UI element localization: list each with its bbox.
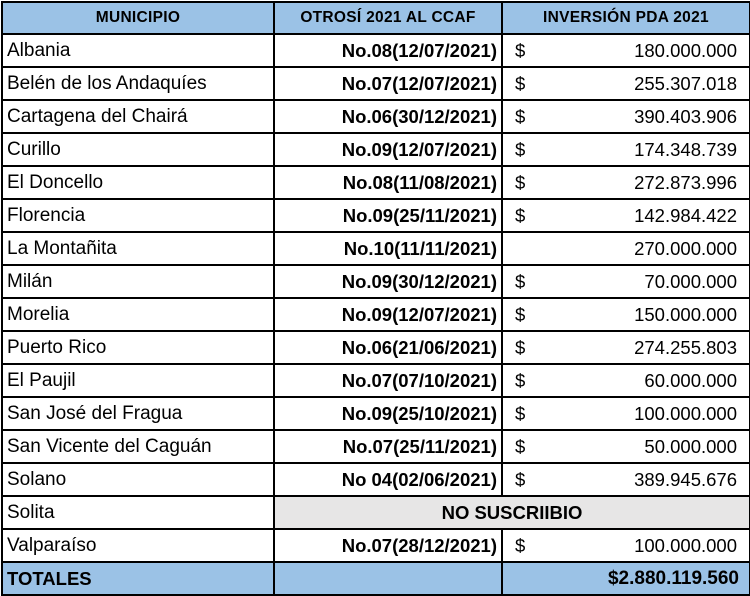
otrosi-cell: No.08(11/08/2021) <box>274 166 502 199</box>
otrosi-cell: No.09(30/12/2021) <box>274 265 502 298</box>
currency-symbol: $ <box>515 369 526 391</box>
inversion-amount: 142.984.422 <box>634 204 737 226</box>
municipio-cell: Albania <box>2 34 274 67</box>
table-row <box>2 265 750 298</box>
municipio-cell: Valparaíso <box>2 529 274 562</box>
header-row <box>2 2 750 34</box>
table-row <box>2 430 750 463</box>
table-row <box>2 298 750 331</box>
totals-amount: $2.880.119.560 <box>502 562 750 595</box>
inversion-amount: 100.000.000 <box>634 534 737 556</box>
table-row <box>2 133 750 166</box>
municipio-cell: Morelia <box>2 298 274 331</box>
currency-symbol: $ <box>515 336 526 358</box>
table-row <box>2 199 750 232</box>
totals-label: TOTALES <box>2 562 274 595</box>
currency-symbol: $ <box>515 534 526 556</box>
otrosi-cell: No.07(28/12/2021) <box>274 529 502 562</box>
inversion-cell <box>502 232 750 265</box>
inversion-cell <box>502 298 750 331</box>
inversion-cell <box>502 430 750 463</box>
otrosi-cell: No.06(30/12/2021) <box>274 100 502 133</box>
currency-symbol: $ <box>515 303 526 325</box>
currency-symbol: $ <box>515 39 526 61</box>
header-inversion: INVERSIÓN PDA 2021 <box>502 2 750 34</box>
no-suscribio-cell: NO SUSCRIIBIO <box>274 496 750 529</box>
table-row <box>2 331 750 364</box>
otrosi-cell: No.07(07/10/2021) <box>274 364 502 397</box>
table-row <box>2 100 750 133</box>
currency-symbol: $ <box>515 105 526 127</box>
inversion-amount: 150.000.000 <box>634 303 737 325</box>
inversion-cell <box>502 529 750 562</box>
otrosi-cell: No.09(25/10/2021) <box>274 397 502 430</box>
inversion-cell <box>502 397 750 430</box>
inversion-amount: 274.255.803 <box>634 336 737 358</box>
otrosi-cell: No.06(21/06/2021) <box>274 331 502 364</box>
inversion-cell <box>502 166 750 199</box>
otrosi-cell: No.07(25/11/2021) <box>274 430 502 463</box>
table-body <box>2 34 750 562</box>
pda-investment-table <box>1 1 750 596</box>
otrosi-cell: No.09(25/11/2021) <box>274 199 502 232</box>
currency-symbol: $ <box>515 138 526 160</box>
table-row <box>2 496 750 529</box>
municipio-cell: Cartagena del Chairá <box>2 100 274 133</box>
municipio-cell: San José del Fragua <box>2 397 274 430</box>
inversion-cell <box>502 133 750 166</box>
otrosi-cell: No.09(12/07/2021) <box>274 298 502 331</box>
municipio-cell: El Paujil <box>2 364 274 397</box>
municipio-cell: El Doncello <box>2 166 274 199</box>
inversion-amount: 272.873.996 <box>634 171 737 193</box>
inversion-amount: 255.307.018 <box>634 72 737 94</box>
inversion-cell <box>502 364 750 397</box>
inversion-cell <box>502 100 750 133</box>
totals-empty-cell <box>274 562 502 595</box>
currency-symbol: $ <box>515 72 526 94</box>
municipio-cell: Solita <box>2 496 274 529</box>
otrosi-cell: No.10(11/11/2021) <box>274 232 502 265</box>
inversion-cell <box>502 265 750 298</box>
currency-symbol: $ <box>515 171 526 193</box>
currency-symbol: $ <box>515 435 526 457</box>
inversion-amount: 60.000.000 <box>644 369 737 391</box>
municipio-cell: La Montañita <box>2 232 274 265</box>
inversion-amount: 174.348.739 <box>634 138 737 160</box>
inversion-cell <box>502 34 750 67</box>
table-row <box>2 364 750 397</box>
currency-symbol: $ <box>515 204 526 226</box>
municipio-cell: Belén de los Andaquíes <box>2 67 274 100</box>
currency-symbol: $ <box>515 402 526 424</box>
inversion-amount: 50.000.000 <box>644 435 737 457</box>
inversion-cell <box>502 331 750 364</box>
otrosi-cell: No.09(12/07/2021) <box>274 133 502 166</box>
inversion-cell <box>502 199 750 232</box>
table-row <box>2 463 750 496</box>
inversion-amount: 100.000.000 <box>634 402 737 424</box>
municipio-cell: San Vicente del Caguán <box>2 430 274 463</box>
currency-symbol: $ <box>515 468 526 490</box>
currency-symbol: $ <box>515 270 526 292</box>
inversion-amount: 270.000.000 <box>634 237 737 259</box>
inversion-amount: 390.403.906 <box>634 105 737 127</box>
table-row <box>2 397 750 430</box>
otrosi-cell: No.07(12/07/2021) <box>274 67 502 100</box>
inversion-amount: 70.000.000 <box>644 270 737 292</box>
table-row <box>2 67 750 100</box>
municipio-cell: Solano <box>2 463 274 496</box>
inversion-cell <box>502 463 750 496</box>
table-row <box>2 232 750 265</box>
table-row <box>2 166 750 199</box>
municipio-cell: Milán <box>2 265 274 298</box>
inversion-amount: 180.000.000 <box>634 39 737 61</box>
otrosi-cell: No.08(12/07/2021) <box>274 34 502 67</box>
header-municipio: MUNICIPIO <box>2 2 274 34</box>
table-row <box>2 529 750 562</box>
municipio-cell: Puerto Rico <box>2 331 274 364</box>
municipio-cell: Curillo <box>2 133 274 166</box>
totals-row <box>2 562 750 595</box>
municipio-cell: Florencia <box>2 199 274 232</box>
table-row <box>2 34 750 67</box>
inversion-amount: 389.945.676 <box>634 468 737 490</box>
inversion-cell <box>502 67 750 100</box>
otrosi-cell: No 04(02/06/2021) <box>274 463 502 496</box>
header-otrosi: OTROSÍ 2021 AL CCAF <box>274 2 502 34</box>
